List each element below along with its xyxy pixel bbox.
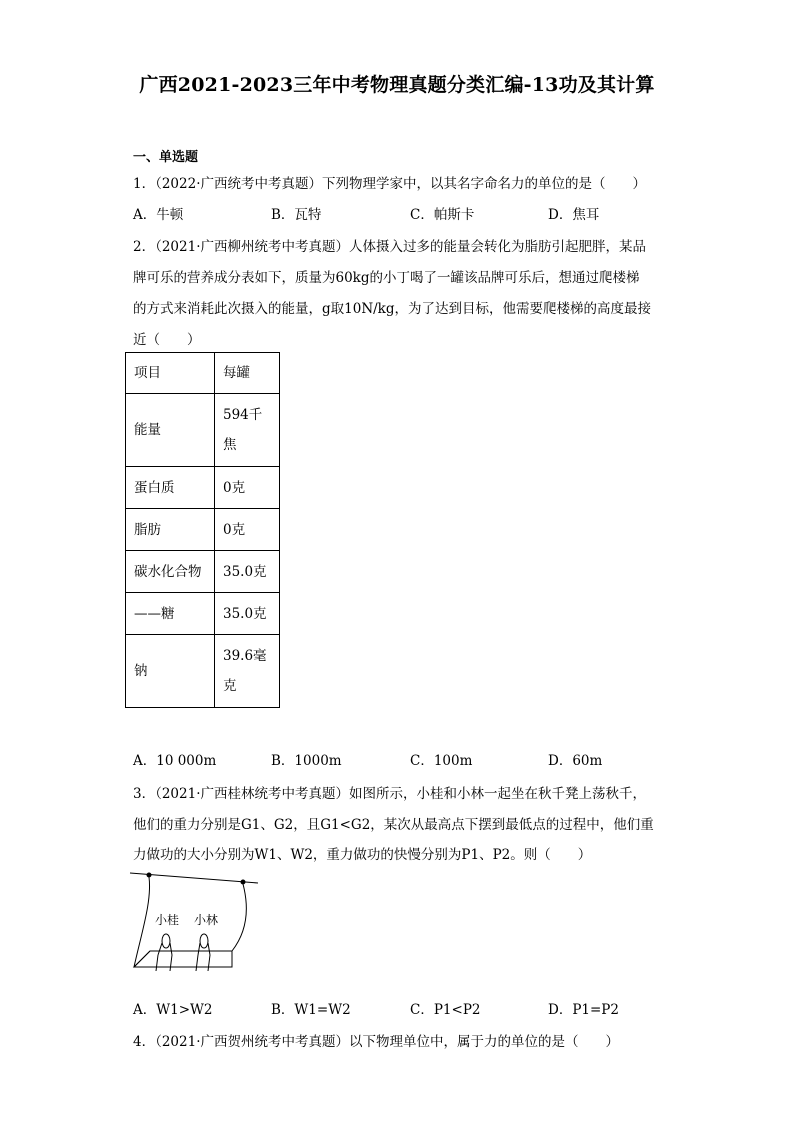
table-cell: 蛋白质: [126, 467, 215, 509]
q1-option-a: A．牛顿: [133, 207, 184, 223]
table-row: [126, 394, 280, 467]
table-cell: 0克: [215, 467, 280, 509]
question-4-stem: 4．（2021·广西贺州统考中考真题）以下物理单位中，属于力的单位的是（ ）: [133, 1034, 619, 1050]
table-row: [126, 467, 280, 509]
table-row: [126, 593, 280, 635]
q1-option-c: C．帕斯卡: [410, 207, 475, 223]
table-cell: 39.6毫克: [215, 635, 280, 708]
q2-option-d: D．60m: [548, 753, 603, 769]
question-2-line-2: 牌可乐的营养成分表如下，质量为60kg的小丁喝了一罐该品牌可乐后，想通过爬楼梯: [133, 270, 640, 286]
table-cell: 35.0克: [215, 551, 280, 593]
q3-option-a: A．W1>W2: [133, 1002, 213, 1018]
table-cell: 能量: [126, 394, 215, 467]
question-1-stem: 1．（2022·广西统考中考真题）下列物理学家中，以其名字命名力的单位的是（ ）: [133, 176, 646, 192]
table-cell: 脂肪: [126, 509, 215, 551]
table-row: [126, 635, 280, 708]
table-header-row: [126, 353, 280, 394]
table-cell: 35.0克: [215, 593, 280, 635]
question-3-line-1: 3．（2021·广西桂林统考中考真题）如图所示，小桂和小林一起坐在秋千凳上荡秋千，: [133, 786, 646, 802]
table-cell: 钠: [126, 635, 215, 708]
table-cell: ——糖: [126, 593, 215, 635]
figure-label-xiaogui: 小桂: [155, 913, 180, 927]
section-heading: 一、单选题: [133, 150, 199, 165]
question-3-line-3: 力做功的大小分别为W1、W2，重力做功的快慢分别为P1、P2。则（ ）: [133, 847, 592, 863]
table-header-cell: 每罐: [215, 353, 280, 394]
table-row: [126, 551, 280, 593]
swing-figure: [128, 871, 260, 977]
q2-option-a: A．10 000m: [133, 753, 217, 769]
table-cell: 碳水化合物: [126, 551, 215, 593]
table-cell: 594千焦: [215, 394, 280, 467]
q1-option-d: D．焦耳: [548, 207, 600, 223]
question-3-line-2: 他们的重力分别是G1、G2，且G1<G2，某次从最高点下摆到最低点的过程中，他们重: [133, 817, 654, 833]
q1-option-b: B．瓦特: [271, 207, 322, 223]
figure-label-xiaolin: 小林: [194, 913, 219, 927]
q3-option-d: D．P1=P2: [548, 1002, 619, 1018]
q2-option-c: C．100m: [410, 753, 473, 769]
q3-option-b: B．W1=W2: [271, 1002, 351, 1018]
question-2-line-4: 近（ ）: [133, 332, 201, 348]
question-2-line-1: 2．（2021·广西柳州统考中考真题）人体摄入过多的能量会转化为脂肪引起肥胖，某品: [133, 239, 646, 255]
table-row: [126, 509, 280, 551]
q3-option-c: C．P1<P2: [410, 1002, 481, 1018]
page-title: 广西2021-2023三年中考物理真题分类汇编-13功及其计算: [139, 74, 655, 96]
question-2-line-3: 的方式来消耗此次摄入的能量，g取10N/kg，为了达到目标，他需要爬楼梯的高度最接: [133, 301, 652, 317]
nutrition-table: [125, 352, 280, 708]
table-cell: 0克: [215, 509, 280, 551]
table-header-cell: 项目: [126, 353, 215, 394]
q2-option-b: B．1000m: [271, 753, 342, 769]
